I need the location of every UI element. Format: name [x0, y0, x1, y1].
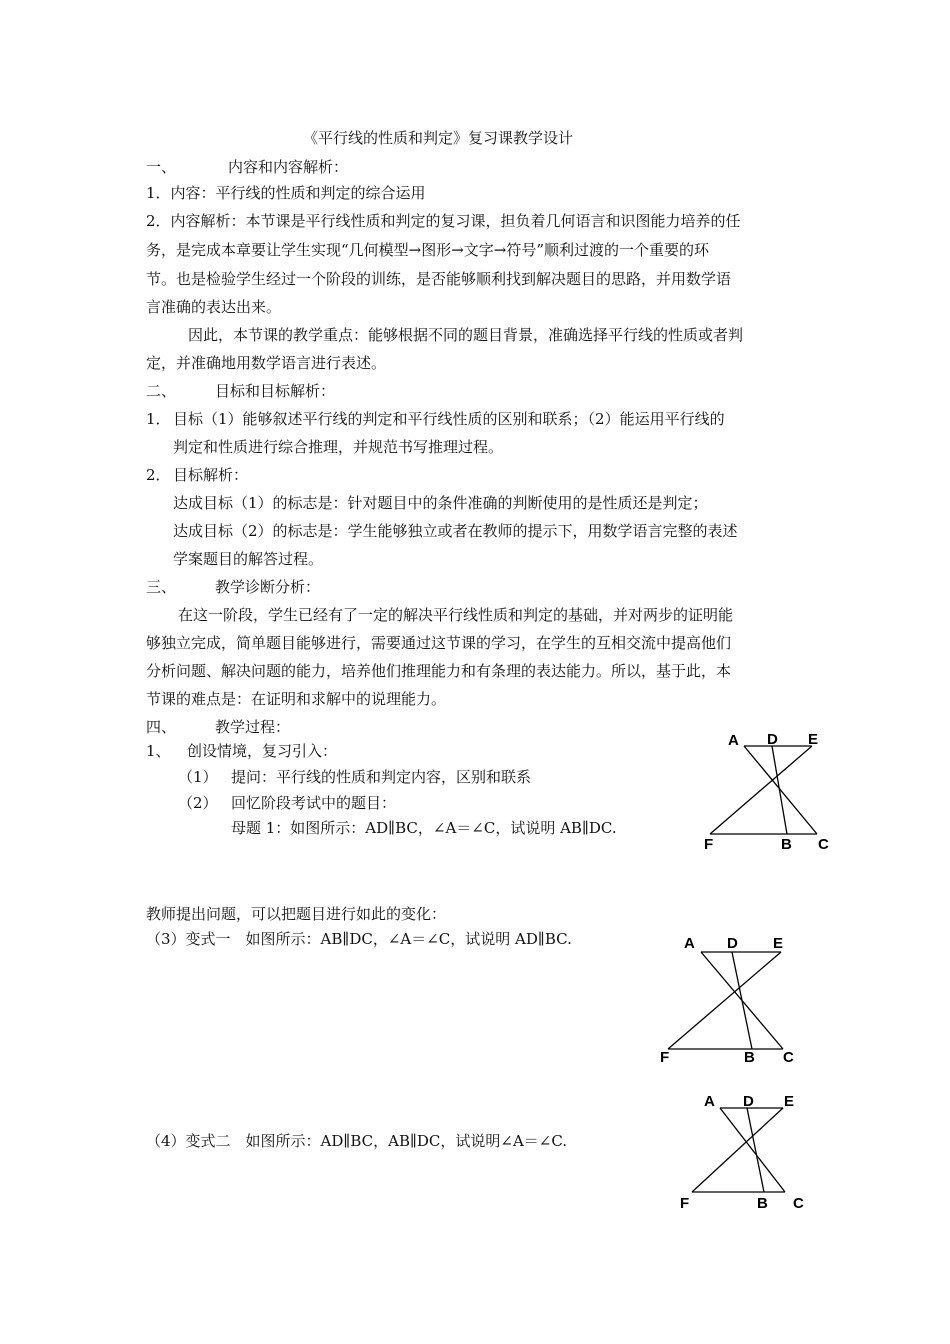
- goal-2-number: 2．: [146, 466, 171, 484]
- geometry-figure-1: [690, 727, 850, 857]
- process-1b-number: （2）: [178, 794, 218, 812]
- figure-2-lines: [668, 952, 783, 1049]
- variant-one: （3）变式一 如图所示：AB∥DC，∠A＝∠C，试说明 AD∥BC.: [146, 930, 572, 948]
- geometry-figure-3: [673, 1088, 813, 1218]
- figure-1-label-a: A: [728, 732, 739, 749]
- mother-problem: 母题 1：如图所示：AD∥BC，∠A＝∠C，试说明 AB∥DC.: [231, 819, 617, 837]
- analysis-line-2: 务，是完成本章要让学生实现“几何模型→图形→文字→符号”顺利过渡的一个重要的环: [146, 241, 710, 259]
- section-1-heading: 内容和内容解析：: [228, 158, 349, 176]
- doc-title: 《平行线的性质和判定》复习课教学设计: [303, 129, 574, 147]
- analysis-line-3: 节。也是检验学生经过一个阶段的训练，是否能够顺利找到解决题目的思路，并用数学语: [146, 270, 732, 288]
- figure-2-label-b: B: [744, 1049, 755, 1066]
- goal-1-line-2: 判定和性质进行综合推理，并规范书写推理过程。: [173, 438, 504, 456]
- goal-2-item-b-line-2: 学案题目的解答过程。: [173, 550, 324, 568]
- section-2-number: 二、: [146, 382, 177, 400]
- process-1-text: 创设情境，复习引入：: [187, 742, 338, 760]
- figure-1-label-c: C: [818, 836, 829, 853]
- figure-2-label-f: F: [660, 1049, 670, 1066]
- diagnosis-line-4: 节课的难点是：在证明和求解中的说理能力。: [146, 690, 447, 708]
- figure-1-label-e: E: [808, 731, 819, 748]
- section-2-heading: 目标和目标解析：: [215, 382, 336, 400]
- section-1-number: 一、: [146, 158, 177, 176]
- process-1-number: 1、: [146, 742, 171, 760]
- section-4-number: 四、: [146, 718, 177, 736]
- diagnosis-line-2: 够独立完成，简单题目能够进行，需要通过这节课的学习，在学生的互相交流中提高他们: [146, 634, 732, 652]
- figure-2-label-a: A: [684, 935, 695, 952]
- process-1a-text: 提问：平行线的性质和判定内容，区别和联系: [231, 768, 532, 786]
- goal-1-number: 1．: [146, 410, 171, 428]
- figure-3-label-f: F: [680, 1195, 690, 1212]
- figure-1-label-b: B: [781, 836, 792, 853]
- figure-3-label-a: A: [704, 1093, 715, 1110]
- teacher-prompt: 教师提出问题，可以把题目进行如此的变化：: [146, 905, 447, 923]
- figure-2-label-e: E: [773, 935, 784, 952]
- section-4-heading: 教学过程：: [215, 718, 291, 736]
- figure-3-lines: [692, 1108, 785, 1192]
- figure-3-label-b: B: [757, 1195, 768, 1212]
- figure-1-lines: [710, 746, 817, 834]
- goal-2-item-a: 达成目标（1）的标志是：针对题目中的条件准确的判断使用的是性质还是判定；: [173, 494, 708, 512]
- variant-two: （4）变式二 如图所示：AD∥BC，AB∥DC，试说明∠A＝∠C.: [146, 1132, 568, 1150]
- focus-line-2: 定，并准确地用数学语言进行表述。: [146, 354, 387, 372]
- content-line: 1．内容：平行线的性质和判定的综合运用: [146, 184, 426, 202]
- diagnosis-line-1: 在这一阶段，学生已经有了一定的解决平行线性质和判定的基础，并对两步的证明能: [178, 606, 734, 624]
- figure-3-label-c: C: [793, 1195, 804, 1212]
- figure-2-label-c: C: [783, 1049, 794, 1066]
- figure-1-label-f: F: [704, 836, 714, 853]
- goal-2-item-b-line-1: 达成目标（2）的标志是：学生能够独立或者在教师的提示下，用数学语言完整的表述: [173, 522, 738, 540]
- figure-2-label-d: D: [727, 935, 738, 952]
- goal-2-heading: 目标解析：: [173, 466, 249, 484]
- diagnosis-line-3: 分析问题、解决问题的能力，培养他们推理能力和有条理的表达能力。所以，基于此，本: [146, 662, 732, 680]
- process-1a-number: （1）: [178, 768, 218, 786]
- figure-3-label-d: D: [743, 1093, 754, 1110]
- analysis-line-1: 2．内容解析：本节课是平行线性质和判定的复习课，担负着几何语言和识图能力培养的任: [146, 212, 741, 230]
- geometry-figure-2: [650, 928, 810, 1068]
- figure-3-label-e: E: [784, 1093, 795, 1110]
- analysis-line-4: 言准确的表达出来。: [146, 298, 282, 316]
- section-3-number: 三、: [146, 578, 177, 596]
- focus-line-1: 因此，本节课的教学重点：能够根据不同的题目背景，准确选择平行线的性质或者判: [188, 326, 744, 344]
- process-1b-text: 回忆阶段考试中的题目：: [231, 794, 397, 812]
- section-3-heading: 教学诊断分析：: [215, 578, 321, 596]
- goal-1-line-1: 目标（1）能够叙述平行线的判定和平行线性质的区别和联系；（2）能运用平行线的: [173, 410, 725, 428]
- figure-1-label-d: D: [767, 731, 778, 748]
